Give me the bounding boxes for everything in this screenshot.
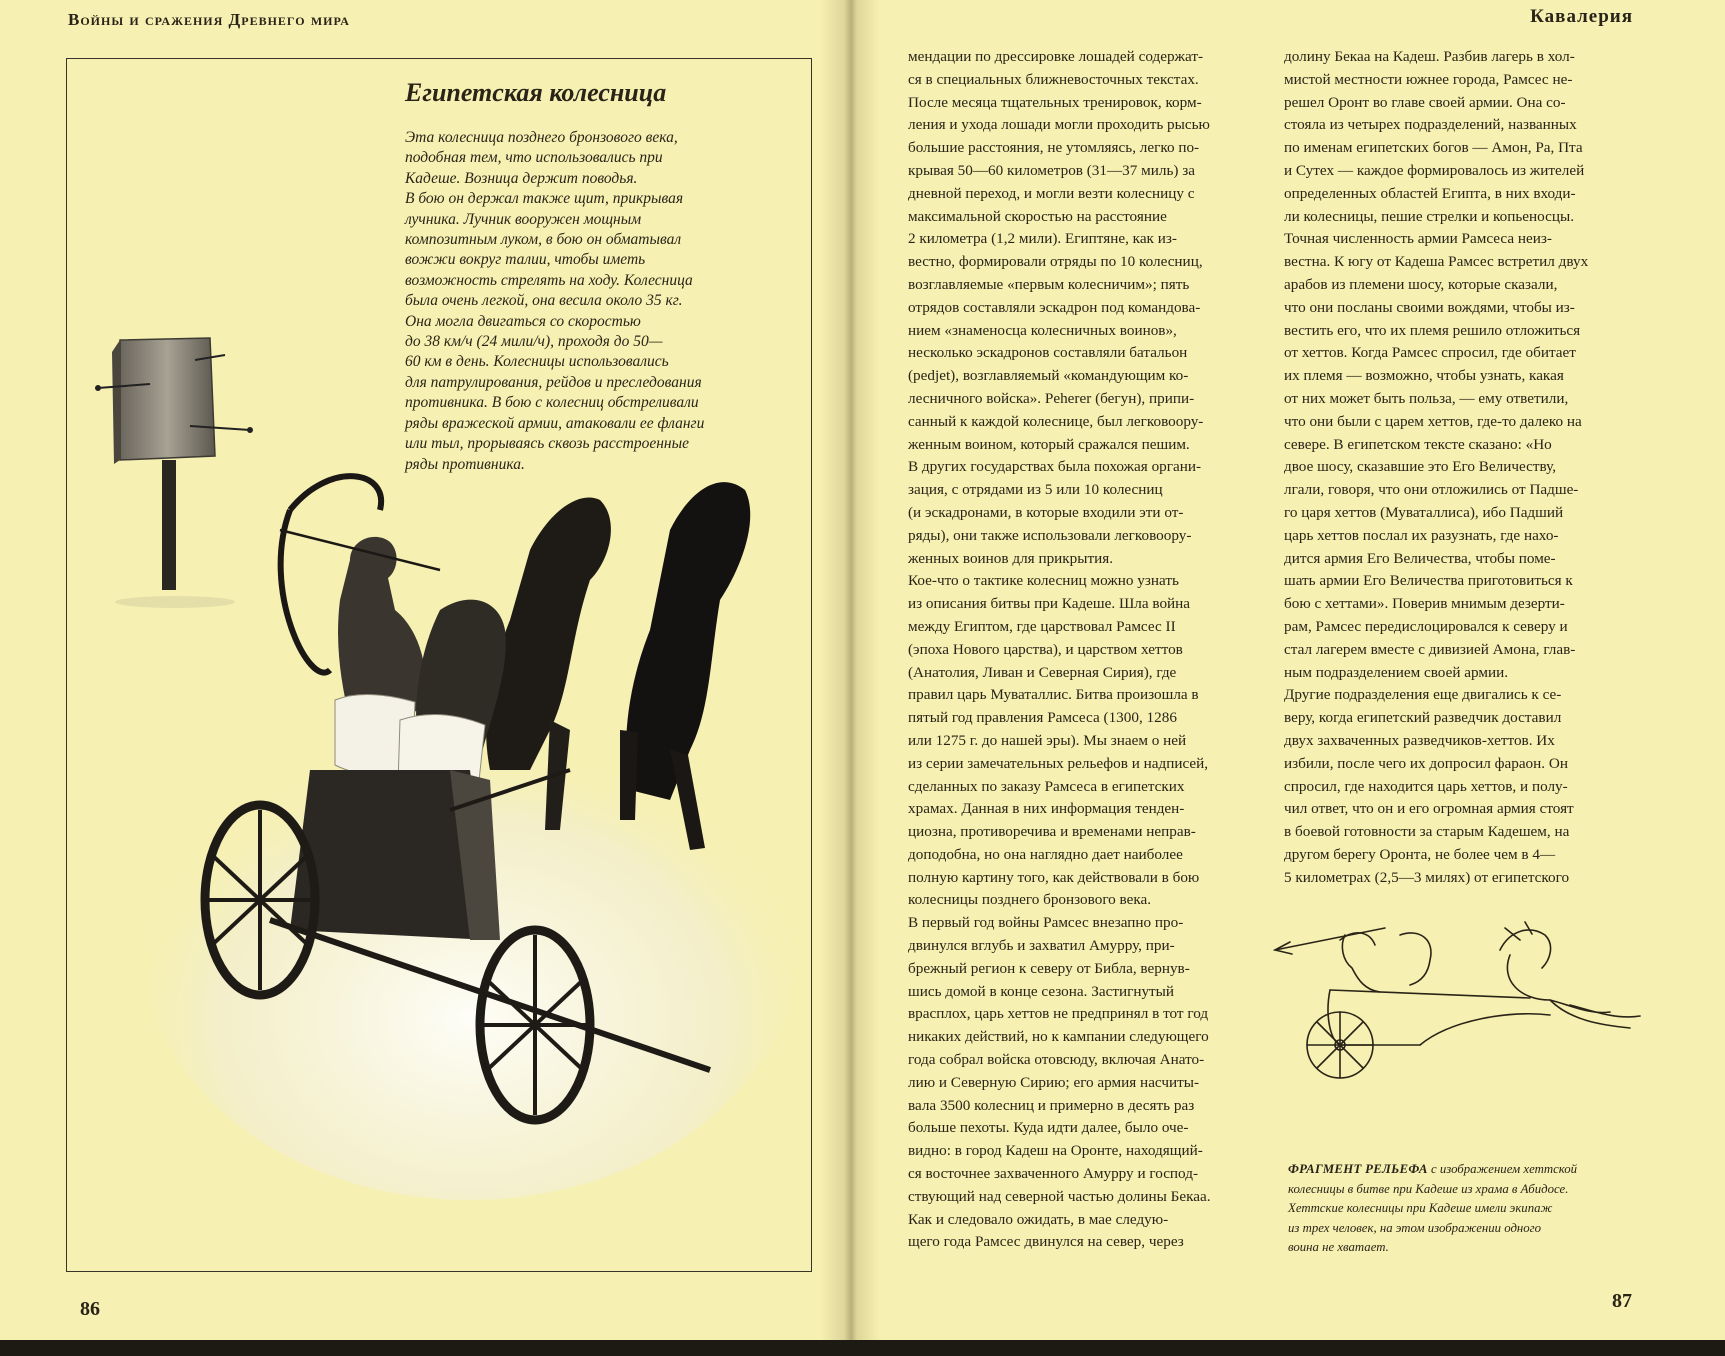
hittite-chariot-relief-drawing bbox=[1270, 920, 1650, 1090]
body-line: несколько эскадронов составляли батальон bbox=[908, 344, 1188, 362]
page-gutter bbox=[820, 0, 880, 1340]
sidebar-line: ряды противника. bbox=[405, 455, 525, 473]
body-line: избили, после чего их допросил фараон. Он bbox=[1284, 754, 1568, 772]
sidebar-line: подобная тем, что использовались при bbox=[405, 149, 663, 167]
caption-lead: ФРАГМЕНТ РЕЛЬЕФА bbox=[1288, 1162, 1428, 1176]
caption-line: воина не хватает. bbox=[1288, 1240, 1389, 1255]
body-line: нием «знаменосца колесничных воинов», bbox=[908, 321, 1177, 339]
page-number-right: 87 bbox=[1612, 1290, 1632, 1312]
body-line: что они посланы своими вождями, чтобы из- bbox=[1284, 298, 1575, 316]
body-line: полную картину того, как действовали в бою bbox=[908, 868, 1200, 886]
body-line: Как и следовало ожидать, в мае следую- bbox=[908, 1210, 1169, 1228]
body-line: пятый год правления Рамсеса (1300, 1286 bbox=[908, 709, 1177, 727]
body-line: возглавляемые «первым колесничим»; пять bbox=[908, 275, 1190, 293]
body-line: ствующий над северной частью долины Бекаа. bbox=[908, 1187, 1211, 1205]
body-line: двух захваченных разведчиков-хеттов. Их bbox=[1284, 731, 1555, 749]
body-line: дится армия Его Величества, чтобы поме- bbox=[1284, 549, 1556, 567]
body-line: Другие подразделения еще двигались к се- bbox=[1284, 686, 1562, 704]
body-line: (эпоха Нового царства), и царством хеттов bbox=[908, 640, 1183, 658]
sidebar-line: В бою он держал также щит, прикрывая bbox=[405, 190, 684, 208]
body-line: из описания битвы при Кадеше. Шла война bbox=[908, 595, 1191, 613]
running-head-right: Кавалерия bbox=[1530, 6, 1633, 27]
body-line: колесницы позднего бронзового века. bbox=[908, 891, 1152, 909]
body-line: лесничного войска». Peherer (бегун), припи- bbox=[908, 389, 1195, 407]
body-line: двинулся вглубь и захватил Амурру, при- bbox=[908, 937, 1175, 955]
sidebar-line: для патрулирования, рейдов и преследования bbox=[405, 373, 702, 391]
body-line: ся в специальных ближневосточных текстах. bbox=[908, 70, 1199, 88]
body-line: арабов из племени шосу, которые сказали, bbox=[1284, 275, 1558, 293]
caption-line: колесницы в битве при Кадеше из храма в Абидосе. bbox=[1288, 1181, 1569, 1196]
body-line: долину Бекаа на Кадеш. Разбив лагерь в хол- bbox=[1284, 48, 1575, 65]
body-line: больше пехоты. Куда идти далее, было оче- bbox=[908, 1119, 1189, 1137]
body-line: между Египтом, где царствовал Рамсес II bbox=[908, 617, 1176, 635]
sidebar-line: или тыл, прорываясь сквозь расстроенные bbox=[405, 435, 689, 453]
body-line: севере. В египетском тексте сказано: «Но bbox=[1284, 435, 1552, 453]
body-line: веру, когда египетский разведчик доставил bbox=[1284, 709, 1562, 727]
sidebar-line: лучника. Лучник вооружен мощным bbox=[405, 210, 642, 228]
sidebar-line: 60 км в день. Колесницы использовались bbox=[405, 353, 669, 371]
body-line: вала 3500 колесниц и примерно в десять раз bbox=[908, 1096, 1195, 1114]
body-line: шать армии Его Величества приготовиться к bbox=[1284, 572, 1573, 590]
body-line: вестить его, что их племя решило отложиться bbox=[1284, 321, 1581, 339]
body-line: В первый год войны Рамсес внезапно про- bbox=[908, 914, 1184, 932]
body-line: щего года Рамсес двинулся на север, через bbox=[908, 1233, 1184, 1251]
body-line: ли колесницы, пешие стрелки и копьеносцы. bbox=[1284, 207, 1575, 225]
egyptian-chariot-illustration bbox=[150, 470, 810, 1210]
body-line: бою с хеттами». Поверив мнимым дезерти- bbox=[1284, 595, 1565, 613]
body-line: (и эскадронами, в которые входили эти от- bbox=[908, 503, 1184, 521]
body-line: ления и ухода лошади могли проходить рысью bbox=[908, 116, 1210, 134]
body-line: вестно, формировали отряды по 10 колесниц, bbox=[908, 253, 1203, 271]
body-line: женных воинов для прикрытия. bbox=[908, 549, 1114, 567]
body-line: видно: в город Кадеш на Оронте, находящий- bbox=[908, 1142, 1203, 1160]
body-line: максимальной скоростью на расстояние bbox=[908, 207, 1167, 225]
body-line: лию и Северную Сирию; его армия насчиты- bbox=[908, 1073, 1200, 1091]
body-line: Точная численность армии Рамсеса неиз- bbox=[1284, 230, 1552, 248]
body-line: определенных областей Египта, в них входи- bbox=[1284, 184, 1576, 202]
body-line: брежный регион к северу от Библа, вернув- bbox=[908, 959, 1190, 977]
body-line: В других государствах была похожая органи- bbox=[908, 458, 1202, 476]
body-line: царь хеттов послал их разузнать, где нахо- bbox=[1284, 526, 1559, 544]
body-line: чил ответ, что он и его огромная армия стоят bbox=[1284, 800, 1574, 818]
sidebar-line: Она могла двигаться со скоростью bbox=[405, 312, 641, 330]
body-line: зация, с отрядами из 5 или 10 колесниц bbox=[908, 481, 1163, 499]
body-line: доподобна, но она наглядно дает наиболее bbox=[908, 845, 1183, 863]
body-line: лгали, говоря, что они отложились от Падше- bbox=[1284, 481, 1579, 499]
body-line: двое шосу, сказавшие это Его Величеству, bbox=[1284, 458, 1556, 476]
body-line: циозна, противоречива и временами неправ- bbox=[908, 823, 1196, 841]
body-line: другом берегу Оронта, не более чем в 4— bbox=[1284, 845, 1556, 863]
body-line: 5 километрах (2,5—3 милях) от египетского bbox=[1284, 868, 1570, 886]
body-line: вестна. К югу от Кадеша Рамсес встретил двух bbox=[1284, 253, 1589, 271]
sidebar-title: Египетская колесница bbox=[405, 78, 667, 107]
caption-line bbox=[1288, 1160, 1638, 1180]
body-line: врасплох, царь хеттов не предпринял в тот год bbox=[908, 1005, 1209, 1023]
body-line: шись домой в конце сезона. Застигнутый bbox=[908, 982, 1175, 1000]
body-line: крывая 50—60 километров (31—37 миль) за bbox=[908, 161, 1196, 179]
sidebar-line: композитным луком, в бою он обматывал bbox=[405, 231, 682, 249]
body-line: санный к каждой колеснице, был легковоору- bbox=[908, 412, 1204, 430]
sidebar-text bbox=[405, 128, 800, 475]
sidebar-line: вожжи вокруг талии, чтобы иметь bbox=[405, 251, 646, 269]
body-line: сделанных по заказу Рамсеса в египетских bbox=[908, 777, 1185, 795]
sidebar-line: до 38 км/ч (24 мили/ч), проходя до 50— bbox=[405, 333, 663, 351]
body-line: от хеттов. Когда Рамсес спросил, где обитает bbox=[1284, 344, 1576, 362]
sidebar-line: Кадеше. Возница держит поводья. bbox=[405, 169, 638, 187]
caption-line-rest: с изображением хеттской bbox=[1427, 1162, 1578, 1176]
body-line: (pedjet), возглавляемый «командующим ко- bbox=[908, 367, 1189, 385]
body-line: правил царь Муваталлис. Битва произошла в bbox=[908, 686, 1199, 704]
body-line: рам, Рамсес передислоцировался к северу и bbox=[1284, 617, 1568, 635]
body-line: ным подразделением своей армии. bbox=[1284, 663, 1509, 681]
sidebar-line: была очень легкой, она весила около 35 кг. bbox=[405, 292, 683, 310]
sidebar-line: Эта колесница позднего бронзового века, bbox=[405, 129, 678, 146]
body-line: мендации по дрессировке лошадей содержат- bbox=[908, 48, 1204, 65]
body-line: отрядов составляли эскадрон под командова- bbox=[908, 298, 1201, 316]
page-number-left: 86 bbox=[80, 1298, 100, 1320]
sidebar-line: возможность стрелять на ходу. Колесница bbox=[405, 271, 693, 289]
body-line: дневной переход, и могли везти колесницу с bbox=[908, 184, 1195, 202]
body-line: ряды), они также использовали легковоору- bbox=[908, 526, 1192, 544]
body-line: 2 километра (1,2 мили). Египтяне, как из- bbox=[908, 230, 1177, 248]
body-line: стояла из четырех подразделений, названных bbox=[1284, 116, 1577, 134]
sidebar-line: ряды вражеской армии, атаковали ее фланги bbox=[405, 414, 705, 432]
body-line: что они были с царем хеттов, где-то далеко на bbox=[1284, 412, 1582, 430]
scan-bottom-edge bbox=[0, 1340, 1725, 1356]
caption-line: из трех человек, на этом изображении одного bbox=[1288, 1220, 1542, 1235]
body-line: решел Оронт во главе своей армии. Она со- bbox=[1284, 93, 1566, 111]
body-line: в боевой готовности за старым Кадешем, на bbox=[1284, 823, 1570, 841]
body-line: спросил, где находится царь хеттов, и полу- bbox=[1284, 777, 1568, 795]
body-line: Кое-что о тактике колесниц можно узнать bbox=[908, 572, 1179, 590]
body-line: и Сутех — каждое формировалось из жителей bbox=[1284, 161, 1585, 179]
body-line: никаких действий, но к кампании следующего bbox=[908, 1028, 1209, 1046]
body-line: по именам египетских богов — Амон, Ра, Пта bbox=[1284, 139, 1583, 157]
text-column-1 bbox=[908, 46, 1258, 1254]
body-line: женным воином, который сражался пешим. bbox=[908, 435, 1190, 453]
body-line: их племя — возможно, чтобы узнать, какая bbox=[1284, 367, 1564, 385]
sidebar-line: противника. В бою с колесниц обстреливали bbox=[405, 394, 699, 412]
body-line: храмах. Данная в них информация тенден- bbox=[908, 800, 1185, 818]
figure-caption bbox=[1288, 1160, 1638, 1258]
body-line: от них может быть польза, — ему ответили, bbox=[1284, 389, 1569, 407]
body-line: ся восточнее захваченного Амурру и господ- bbox=[908, 1165, 1198, 1183]
caption-line: Хеттские колесницы при Кадеше имели экипаж bbox=[1288, 1201, 1553, 1216]
body-line: (Анатолия, Ливан и Северная Сирия), где bbox=[908, 663, 1177, 681]
body-line: года собрал войска отовсюду, включая Анато- bbox=[908, 1051, 1205, 1069]
running-head-left: Войны и сражения Древнего мира bbox=[68, 10, 350, 29]
body-line: из серии замечательных рельефов и надписей, bbox=[908, 754, 1209, 772]
text-column-2 bbox=[1284, 46, 1636, 889]
body-line: большие расстояния, не утомляясь, легко по- bbox=[908, 139, 1200, 157]
body-line: мистой местности южнее города, Рамсес не- bbox=[1284, 70, 1573, 88]
body-line: го царя хеттов (Муваталлиса), ибо Падший bbox=[1284, 503, 1564, 521]
body-line: стал лагерем вместе с дивизией Амона, глав- bbox=[1284, 640, 1576, 658]
body-line: После месяца тщательных тренировок, корм- bbox=[908, 93, 1202, 111]
body-line: или 1275 г. до нашей эры). Мы знаем о ней bbox=[908, 731, 1187, 749]
